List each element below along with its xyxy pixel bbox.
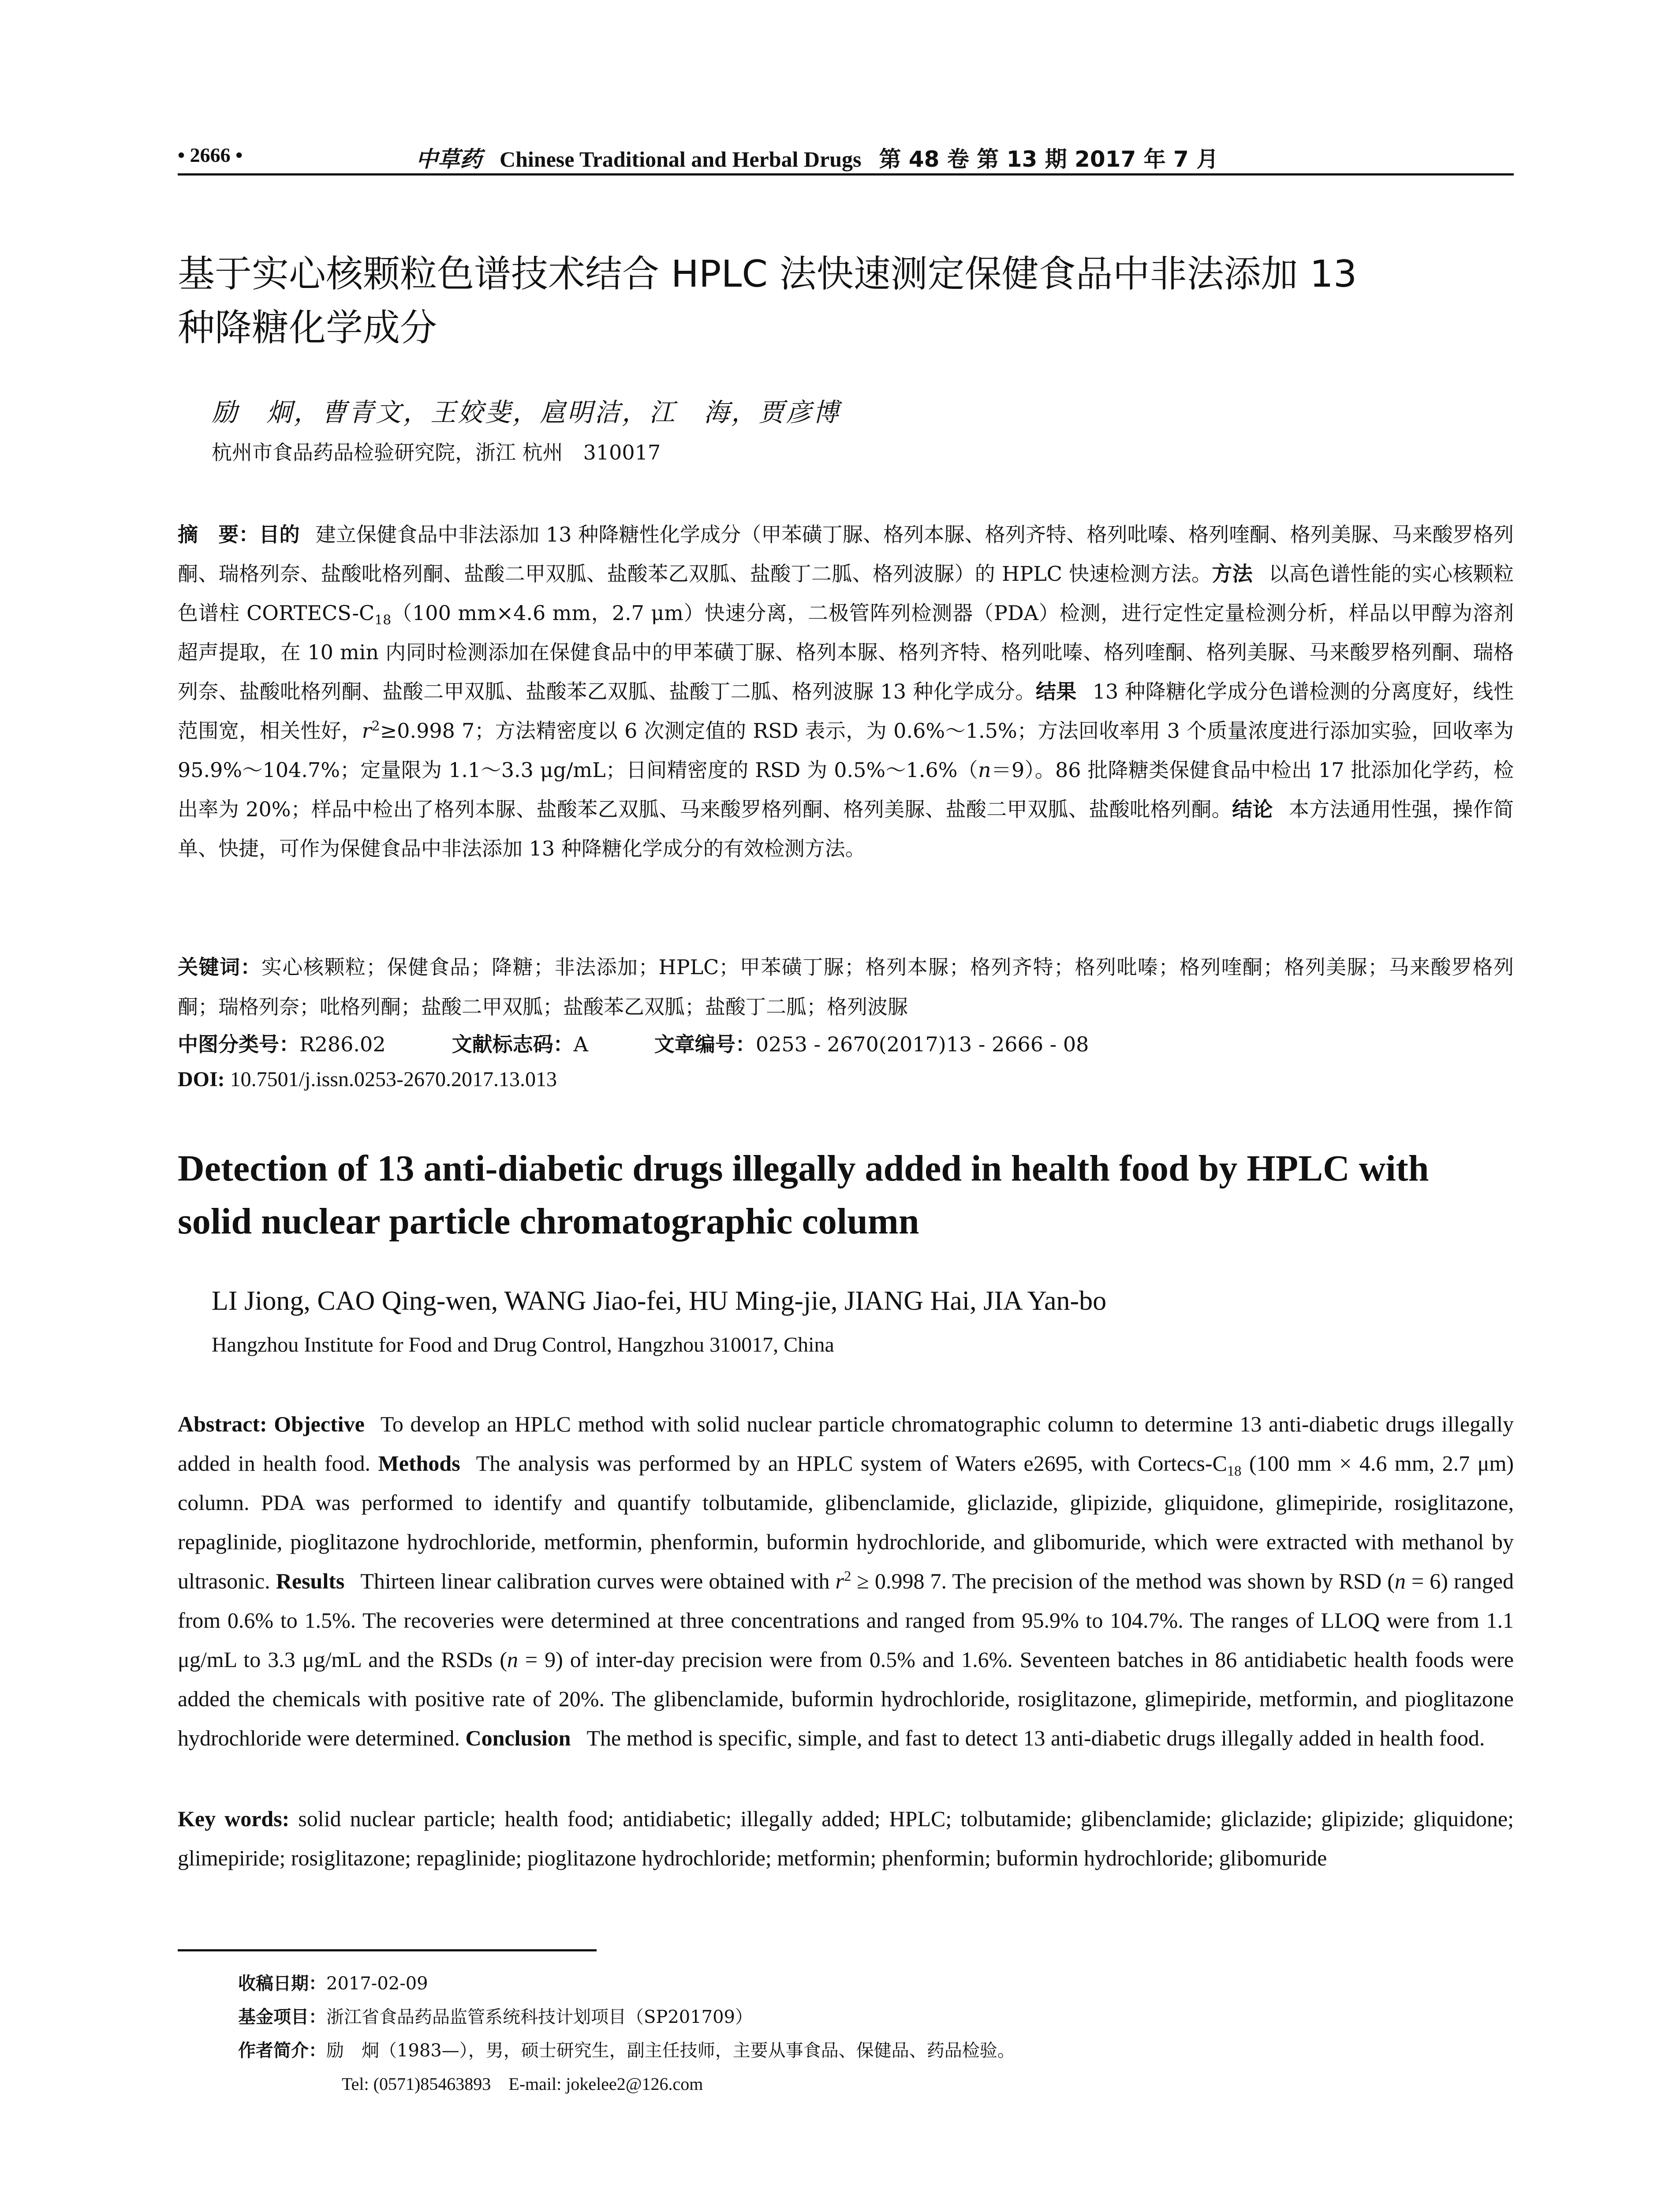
- footnotes: [238, 1967, 1015, 2101]
- fund-label: 基金项目：: [238, 2007, 326, 2027]
- abstract-english: [178, 1405, 1514, 1758]
- title-en-line-2: solid nuclear particle chromatographic column: [178, 1201, 919, 1242]
- keywords-en-label: Key words:: [178, 1806, 290, 1831]
- doc-code-label: 文献标志码：: [452, 1032, 574, 1056]
- abstract-en-conclusion: The method is specific, simple, and fast to detect 13 anti-diabetic drugs illegally added in health food.: [586, 1726, 1485, 1750]
- title-english: [178, 1142, 1523, 1248]
- footnote-fund: [238, 2000, 1015, 2034]
- abstract-cn-results-sup: 2: [371, 718, 380, 734]
- abstract-cn-results-label: 结果: [1035, 680, 1077, 703]
- affiliation-english: Hangzhou Institute for Food and Drug Control, Hangzhou 310017, China: [212, 1333, 834, 1357]
- abstract-en-objective: To develop an HPLC method with solid nuclear particle chromatographic column to determine 13 anti-diabetic drugs illegally added in health food.: [178, 1412, 1514, 1476]
- abstract-en-conclusion-label: Conclusion: [465, 1726, 571, 1750]
- abstract-cn-results-n: n: [978, 758, 991, 782]
- article-number-value: 0253 - 2670(2017)13 - 2666 - 08: [755, 1032, 1089, 1056]
- abstract-en-results-n2: n: [507, 1647, 518, 1672]
- abstract-en-label: Abstract: Objective: [178, 1412, 365, 1436]
- footnote-received: [238, 1967, 1015, 2000]
- abstract-cn-objective-label: 目的: [259, 523, 300, 546]
- title-cn-line-1: 基于实心核颗粒色谱技术结合 HPLC 法快速测定保健食品中非法添加 13: [178, 252, 1357, 295]
- abstract-en-methods-a: The analysis was performed by an HPLC system of Waters e2695, with Cortecs-C: [476, 1451, 1227, 1476]
- title-cn-line-2: 种降糖化学成分: [178, 306, 437, 349]
- abstract-en-methods-label: Methods: [378, 1451, 460, 1476]
- abstract-cn-methods-sub: 18: [374, 613, 392, 628]
- abstract-cn-label: 摘 要：: [178, 523, 259, 546]
- abstract-chinese: [178, 515, 1514, 868]
- title-chinese: [178, 247, 1523, 355]
- keywords-chinese: [178, 947, 1514, 1027]
- abstract-cn-results-r: r: [362, 719, 372, 743]
- journal-en-name: Chinese Traditional and Herbal Drugs: [500, 147, 862, 172]
- journal-cn-logo: 中草药: [416, 146, 482, 172]
- abstract-en-results-sup: 2: [844, 1568, 851, 1585]
- abstract-en-results-r: r: [835, 1569, 844, 1593]
- keywords-english: [178, 1799, 1514, 1878]
- authors-chinese: 励 炯，曹青文，王姣斐，扈明洁，江 海，贾彦博: [212, 397, 841, 427]
- abstract-en-methods-sub: 18: [1227, 1463, 1242, 1479]
- abstract-en-results-label: Results: [276, 1569, 345, 1593]
- journal-name: [416, 142, 1218, 173]
- abstract-en-methods-b: (100 mm × 4.6 mm, 2.7 μm) column. PDA was performed to identify and quantify tolbutamide, glibenclamide, gliclazide, glipizide, gliquidone, glimepiride, rosiglitazone, repaglinide, pioglitazone hydrochloride, metformin, phenformin, buformin hydrochloride, and glibomuride, which were extracted with methanol by ultrasonic.: [178, 1451, 1514, 1593]
- title-en-line-1: Detection of 13 anti-diabetic drugs illegally added in health food by HPLC with: [178, 1148, 1429, 1189]
- abstract-cn-methods-b: （100 mm×4.6 mm，2.7 μm）快速分离，二极管阵列检测器（PDA）检测，进行定性定量检测分析，样品以甲醇为溶剂超声提取，在 10 min 内同时检测添加在保健食品中的甲苯磺丁脲、格列本脲、格列齐特、格列吡嗪、格列喹酮、格列美脲、马来酸罗格列酮、瑞格列奈、盐酸吡格列酮、盐酸二甲双胍、盐酸苯乙双胍、盐酸丁二胍、格列波脲 13 种化学成分。: [178, 601, 1514, 703]
- keywords-cn-label: 关键词：: [178, 955, 261, 979]
- doi-label: DOI:: [178, 1068, 225, 1091]
- abstract-cn-conclusion: 本方法通用性强，操作简单、快捷，可作为保健食品中非法添加 13 种降糖化学成分的有效检测方法。: [178, 797, 1514, 860]
- abstract-cn-results-c: ＝9）。86 批降糖类保健食品中检出 17 批添加化学药，检出率为 20%；样品中检出了格列本脲、盐酸苯乙双胍、马来酸罗格列酮、格列美脲、盐酸二甲双胍、盐酸吡格列酮。: [178, 758, 1514, 821]
- classification-row: [178, 1028, 1089, 1058]
- doc-code-value: A: [573, 1032, 588, 1056]
- fund-text: 浙江省食品药品监管系统科技计划项目（SP201709）: [326, 2007, 753, 2027]
- footnote-author: [238, 2034, 1015, 2067]
- abstract-cn-results-a: 13 种降糖化学成分色谱检测的分离度好，线性范围宽，相关性好，: [178, 680, 1514, 743]
- doi-row: [178, 1067, 557, 1091]
- abstract-cn-methods-label: 方法: [1212, 562, 1253, 586]
- author-bio-label: 作者简介：: [238, 2041, 326, 2061]
- abstract-en-results-d: = 9) of inter-day precision were from 0.5% and 1.6%. Seventeen batches in 86 antidiabetic health foods were added the chemicals with positive rate of 20%. The glibenclamide, buformin hydrochloride, rosiglitazone, glimepiride, metformin, and pioglitazone hydrochloride were determined.: [178, 1647, 1514, 1750]
- abstract-cn-objective: 建立保健食品中非法添加 13 种降糖性化学成分（甲苯磺丁脲、格列本脲、格列齐特、格列吡嗪、格列喹酮、格列美脲、马来酸罗格列酮、瑞格列奈、盐酸吡格列酮、盐酸二甲双胍、盐酸苯乙双胍、盐酸丁二胍、格列波脲）的 HPLC 快速检测方法。: [178, 523, 1514, 586]
- abstract-en-results-n1: n: [1394, 1569, 1406, 1593]
- page-number: • 2666 •: [178, 144, 243, 166]
- received-date: 2017-02-09: [326, 1973, 428, 1994]
- abstract-cn-methods-a: 以高色谱性能的实心核颗粒色谱柱 CORTECS-C: [178, 562, 1514, 625]
- abstract-cn-conclusion-label: 结论: [1232, 797, 1273, 821]
- journal-issue: 第 48 卷 第 13 期 2017 年 7 月: [879, 146, 1219, 172]
- keywords-cn-text: 实心核颗粒；保健食品；降糖；非法添加；HPLC；甲苯磺丁脲；格列本脲；格列齐特；格列吡嗪；格列喹酮；格列美脲；马来酸罗格列酮；瑞格列奈；吡格列酮；盐酸二甲双胍；盐酸苯乙双胍；盐酸丁二胍；格列波脲: [178, 955, 1514, 1019]
- article-number-label: 文章编号：: [654, 1032, 756, 1056]
- authors-english: LI Jiong, CAO Qing-wen, WANG Jiao-fei, HU Ming-jie, JIANG Hai, JIA Yan-bo: [212, 1286, 1107, 1316]
- running-header: [178, 138, 1514, 176]
- abstract-en-results-a: Thirteen linear calibration curves were obtained with: [360, 1569, 830, 1593]
- abstract-en-results-c: = 6) ranged from 0.6% to 1.5%. The recoveries were determined at three concentrations and ranged from 95.9% to 104.7%. The ranges of LLOQ were from 1.1 μg/mL to 3.3 μg/mL and the RSDs (: [178, 1569, 1514, 1672]
- clc-label: 中图分类号：: [178, 1032, 299, 1056]
- received-label: 收稿日期：: [238, 1973, 326, 1994]
- clc-value: R286.02: [299, 1032, 386, 1056]
- author-contact: Tel: (0571)85463893 E-mail: jokelee2@126.com: [342, 2074, 703, 2094]
- affiliation-chinese: 杭州市食品药品检验研究院，浙江 杭州 310017: [212, 441, 661, 464]
- abstract-cn-results-b: ≥0.998 7；方法精密度以 6 次测定值的 RSD 表示，为 0.6%～1.5%；方法回收率用 3 个质量浓度进行添加实验，回收率为 95.9%～104.7%；定量限为 1.1～3.3 μg/mL；日间精密度的 RSD 为 0.5%～1.6%（: [178, 719, 1514, 782]
- abstract-en-results-b: ≥ 0.998 7. The precision of the method was shown by RSD (: [857, 1569, 1395, 1593]
- author-bio-text: 励 炯（1983—），男，硕士研究生，副主任技师，主要从事食品、保健品、药品检验。: [326, 2041, 1015, 2061]
- footnote-rule: [178, 1949, 597, 1951]
- doi-value: 10.7501/j.issn.0253-2670.2017.13.013: [230, 1068, 557, 1091]
- keywords-en-text: solid nuclear particle; health food; antidiabetic; illegally added; HPLC; tolbutamide; glibenclamide; gliclazide; glipizide; gliquidone; glimepiride; rosiglitazone; repaglinide; pioglitazone hydrochloride; metformin; phenformin; buformin hydrochloride; glibomuride: [178, 1806, 1514, 1870]
